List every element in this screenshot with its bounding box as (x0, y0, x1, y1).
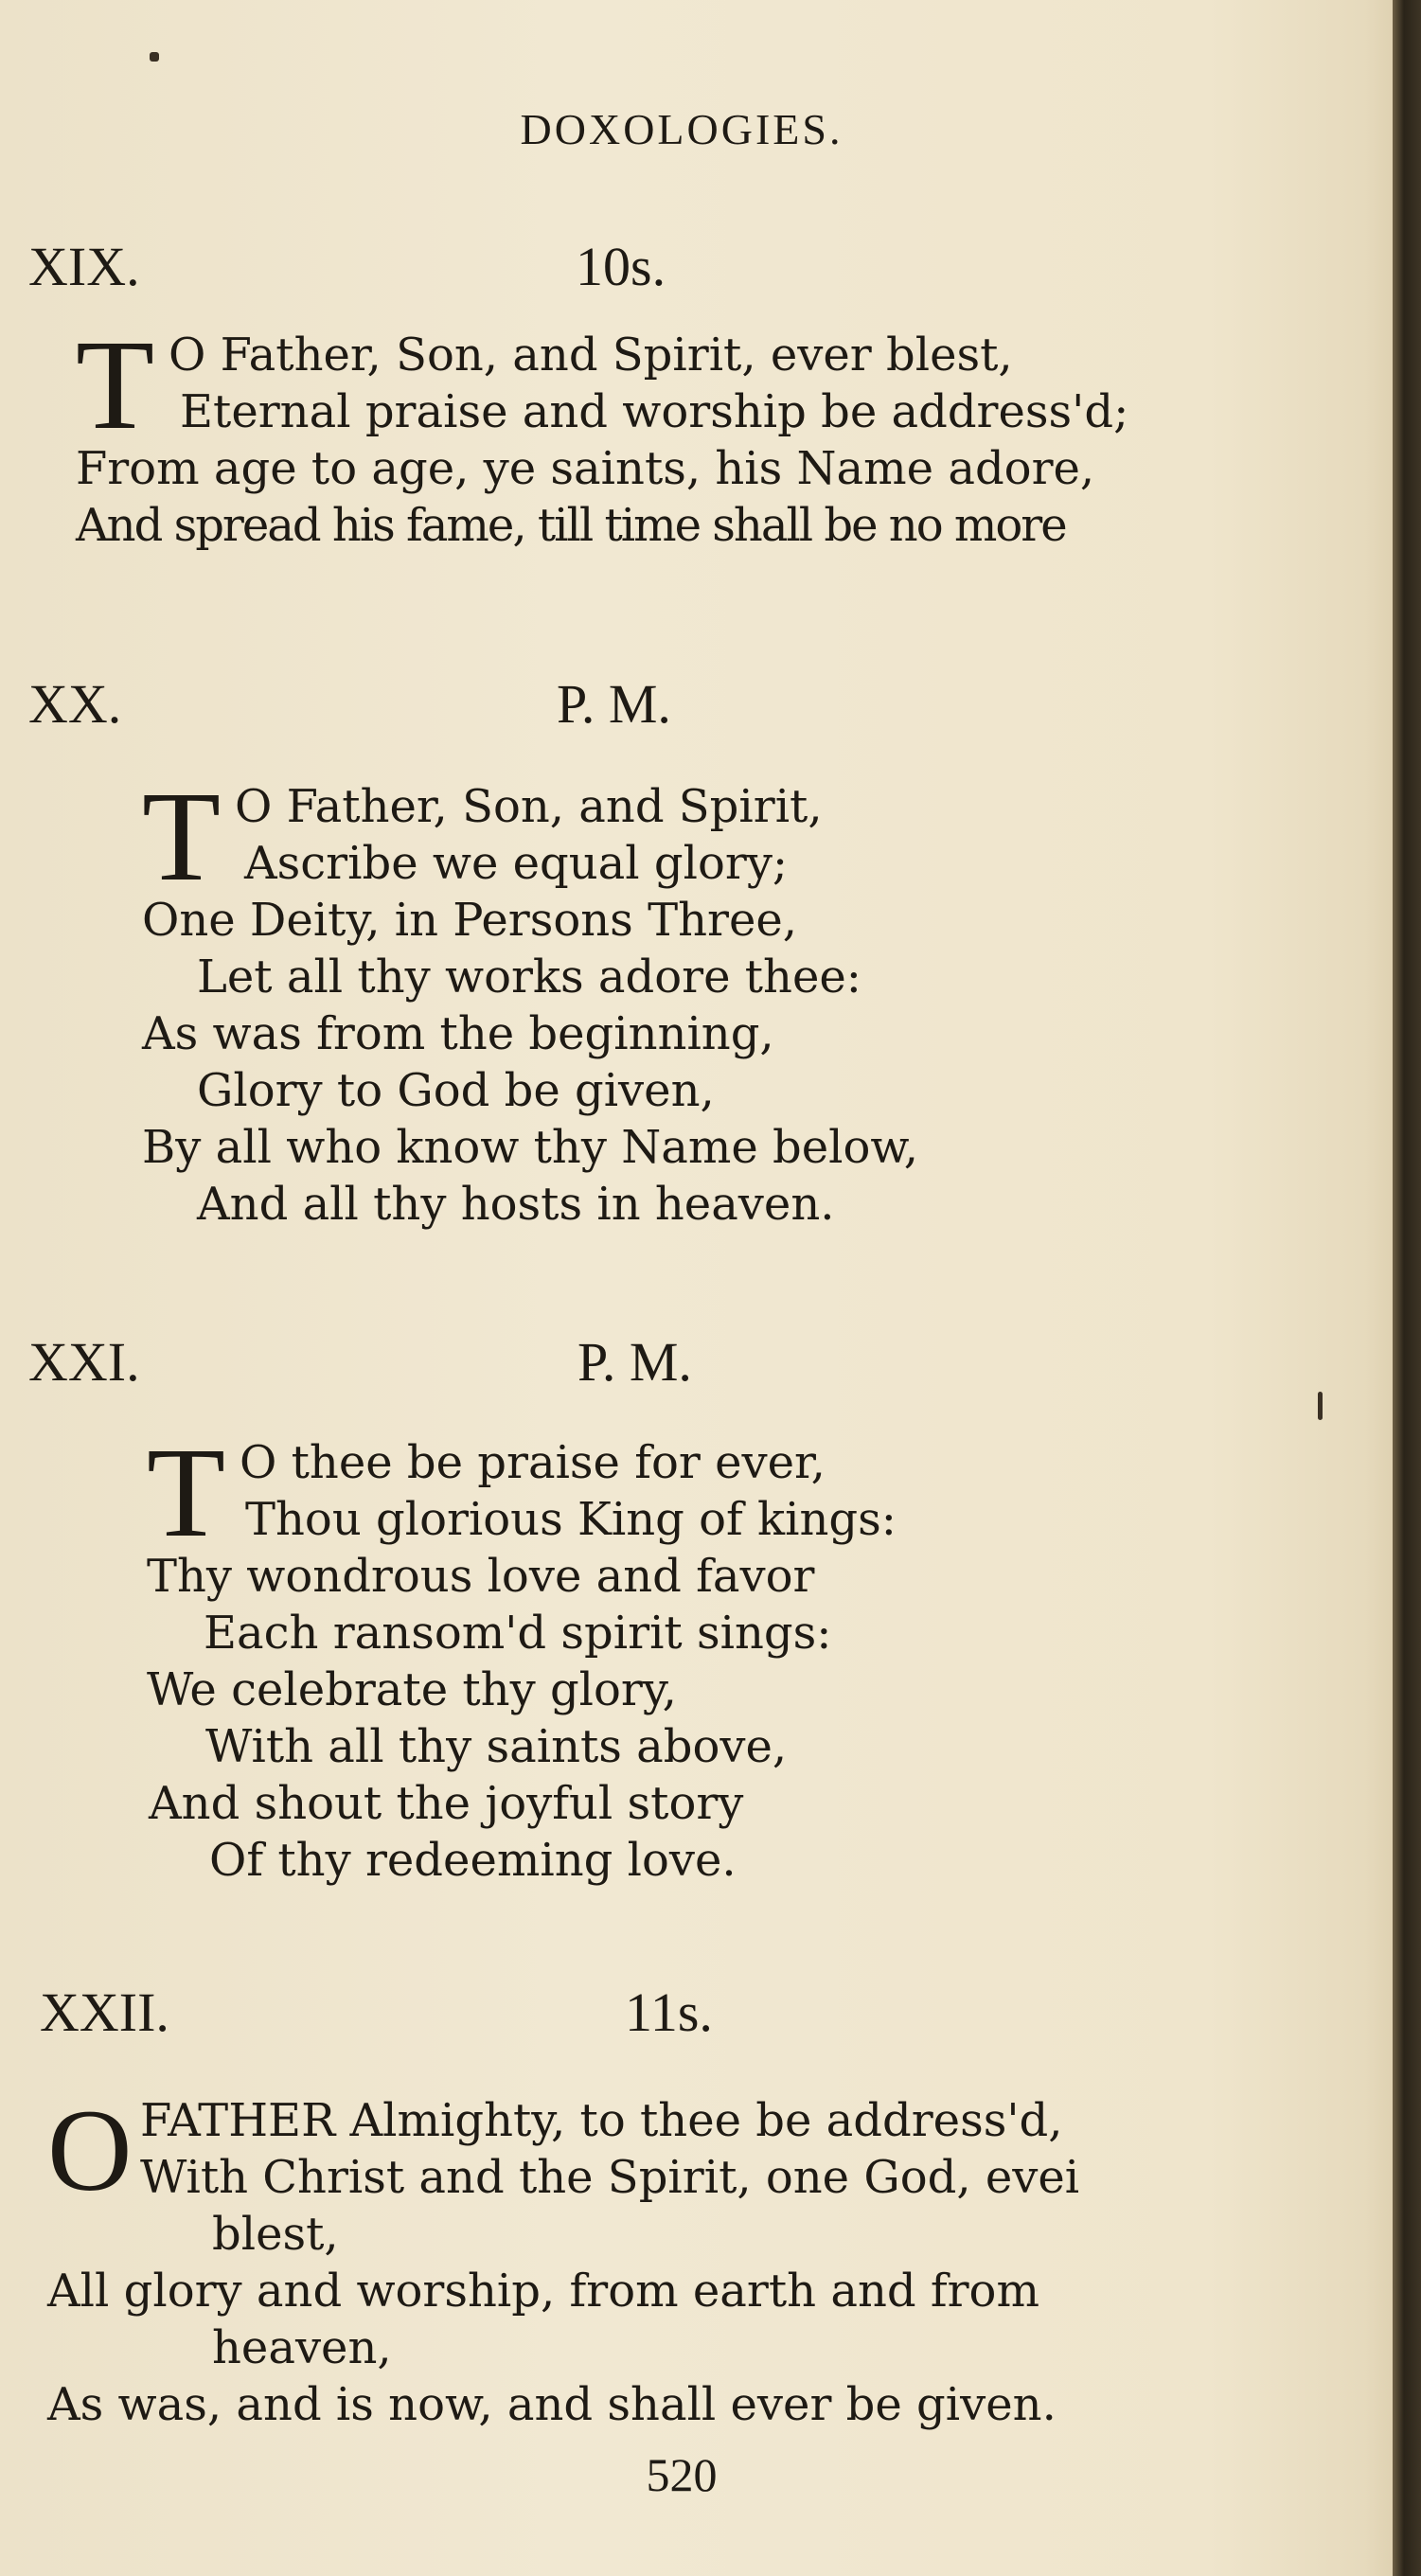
ink-speck (150, 52, 159, 62)
hymn-stanza (47, 2086, 1080, 2433)
hymn-heading (0, 672, 1363, 735)
verse-line: blest, (212, 2208, 339, 2261)
verse-line: With all thy saints above, (205, 1720, 788, 1773)
drop-cap: T (76, 314, 155, 456)
verse-line: From age to age, ye saints, his Name adore, (76, 442, 1095, 495)
book-spine-edge (1393, 0, 1421, 2576)
verse-line: And all thy hosts in heaven. (197, 1178, 835, 1231)
verse-line: Of thy redeeming love. (209, 1834, 737, 1887)
verse-line: O thee be praise for ever, (240, 1436, 826, 1489)
verse-line: Thou glorious King of kings: (245, 1493, 897, 1546)
hymn-meter: P. M. (577, 1331, 692, 1393)
verse-line: With Christ and the Spirit, one God, evei (140, 2151, 1080, 2204)
ink-speck (1318, 1392, 1323, 1420)
verse-line: Thy wondrous love and favor (147, 1550, 815, 1603)
hymn-stanza (142, 766, 919, 1233)
hymn-stanza (76, 314, 1129, 554)
verse-line: As was, and is now, and shall ever be given. (47, 2378, 1057, 2431)
verse-line: By all who know thy Name below, (142, 1121, 919, 1174)
hymn-number: XXII. (40, 1981, 169, 2043)
verse-line: heaven, (212, 2321, 392, 2374)
hymn-heading (0, 235, 1363, 297)
verse-line: As was from the beginning, (142, 1007, 774, 1060)
drop-cap: T (142, 766, 222, 908)
verse-line: And spread his fame, till time shall be no more (76, 499, 1066, 552)
hymn-number: XX. (28, 673, 122, 735)
hymn-meter: 10s. (576, 236, 666, 297)
hymn-stanza (147, 1422, 897, 1889)
verse-line: Ascribe we equal glory; (244, 837, 789, 890)
drop-cap: T (147, 1422, 226, 1564)
verse-line: FATHER Almighty, to thee be address'd, (140, 2094, 1063, 2147)
hymn-heading (0, 1981, 1363, 2043)
verse-line: And shout the joyful story (149, 1777, 744, 1830)
page-number: 520 (646, 2448, 718, 2501)
verse-line: All glory and worship, from earth and from (47, 2265, 1039, 2318)
drop-cap: O (47, 2086, 133, 2215)
page-header: DOXOLOGIES. (520, 105, 844, 153)
verse-line: O Father, Son, and Spirit, ever blest, (169, 329, 1013, 382)
verse-line: Glory to God be given, (197, 1064, 715, 1117)
hymn-number: XIX. (28, 236, 140, 297)
hymn-number: XXI. (28, 1331, 140, 1393)
verse-line: O Father, Son, and Spirit, (235, 780, 823, 833)
hymn-meter: 11s. (625, 1981, 713, 2043)
hymn-meter: P. M. (557, 673, 671, 735)
verse-line: One Deity, in Persons Three, (142, 894, 798, 947)
hymn-heading (0, 1330, 1363, 1393)
verse-line: Each ransom'd spirit sings: (204, 1607, 832, 1660)
verse-line: We celebrate thy glory, (147, 1663, 677, 1716)
verse-line: Eternal praise and worship be address'd; (180, 385, 1129, 438)
verse-line: Let all thy works adore thee: (197, 950, 861, 1004)
